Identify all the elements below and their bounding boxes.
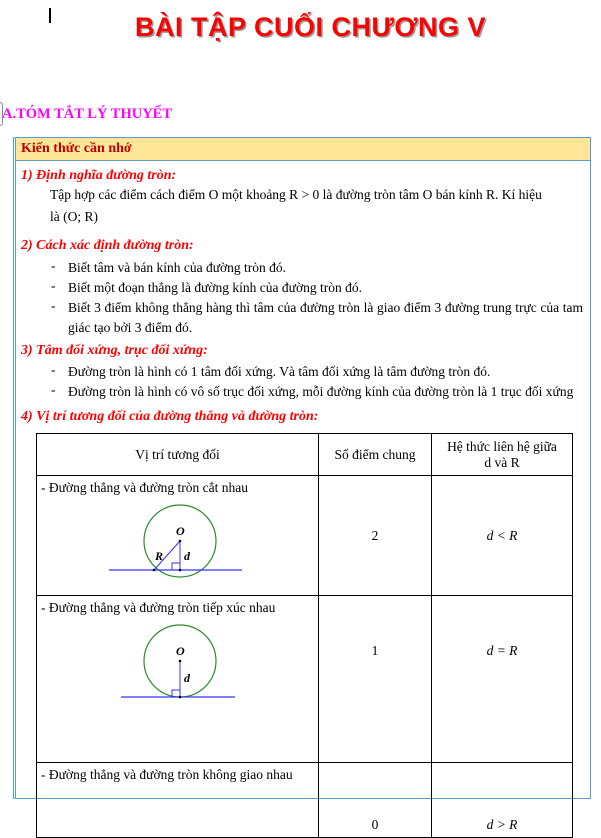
position-label: - Đường thẳng và đường tròn không giao nhau	[41, 767, 293, 782]
intersecting-figure	[37, 496, 317, 591]
points-cell: 2	[319, 476, 432, 596]
s1-heading: 1) Định nghĩa đường tròn:	[21, 168, 177, 183]
radius-label: R	[155, 549, 164, 563]
s3-heading: 3) Tâm đối xứng, trục đối xứng:	[21, 343, 208, 358]
distance-label: d	[184, 671, 190, 685]
relative-position-table	[36, 433, 573, 838]
table-row	[37, 476, 573, 596]
center-label: O	[176, 524, 185, 538]
s4-heading: 4) Vị trí tương đối của đường thẳng và đường tròn:	[21, 409, 319, 424]
points-cell: 1	[319, 596, 432, 763]
table-header-row	[37, 434, 573, 476]
center-label: O	[176, 644, 185, 658]
col-header-points: Số điểm chung	[319, 434, 432, 476]
tangent-figure	[37, 616, 317, 711]
relation-cell: d > R	[432, 763, 573, 838]
distance-label: d	[184, 549, 190, 563]
position-label: - Đường thẳng và đường tròn cắt nhau	[41, 480, 248, 495]
box-header: Kiến thức cần nhớ	[16, 138, 590, 161]
position-label: - Đường thẳng và đường tròn tiếp xúc nhau	[41, 600, 276, 615]
table-row	[37, 763, 573, 838]
section-a-heading: A.TÓM TẮT LÝ THUYẾT	[2, 106, 172, 123]
relation-cell: d < R	[432, 476, 573, 596]
table-row	[37, 596, 573, 763]
relation-cell: d = R	[432, 596, 573, 763]
page-title: BÀI TẬP CUỐI CHƯƠNG V	[135, 12, 486, 42]
s1-line1: Tập hợp các điểm cách điểm O một khoảng R > 0 là đường tròn tâm O bán kính R. Kí hiệu	[50, 187, 542, 202]
col-header-relation: Hệ thức liên hệ giữa d và R	[432, 434, 573, 476]
knowledge-box: Kiến thức cần nhớ 1) Định nghĩa đường tròn: Tập hợp các điểm cách điểm O một khoảng R > 0 là đường tròn tâm O bán kính R. Kí hiệu là (O; R) 2) Cách xác định đường tròn: - Biết tâm và bán kính của đường tròn đó. - Biết một đoạn thẳng là đường kính của đường tròn đó. - Biết 3 điểm không thẳng hàng thì tâm của đường tròn là giao điểm 3 đường trung trực của tam giác tạo bởi 3 điểm đó. 3) Tâm đối xứng, trục đối xứng: - Đường tròn là hình có 1 tâm đối xứng. Và tâm đối xứng là tâm đường tròn đó. - Đường tròn là hình có vô số trục đối xứng, mỗi đường kính của đường tròn là 1 trục đối xứng 4) Vị trí tương đối của đường thẳng và đường tròn: Vị trí tương đối Số điểm chung Hệ thức liên hệ giữa d và R - Đường thẳng và đường tròn cắt nhau O R d 2 d < R - Đường thẳng và đường tròn tiếp xúc nhau O d 1 d = R - Đường thẳng và đường tròn không giao nhau 0 d > R	[13, 137, 591, 799]
col-header-position: Vị trí tương đối	[37, 434, 319, 476]
s1-line2: là (O; R)	[50, 209, 98, 224]
heading-marker	[0, 102, 3, 126]
s2-heading: 2) Cách xác định đường tròn:	[21, 238, 194, 253]
points-cell: 0	[319, 763, 432, 838]
